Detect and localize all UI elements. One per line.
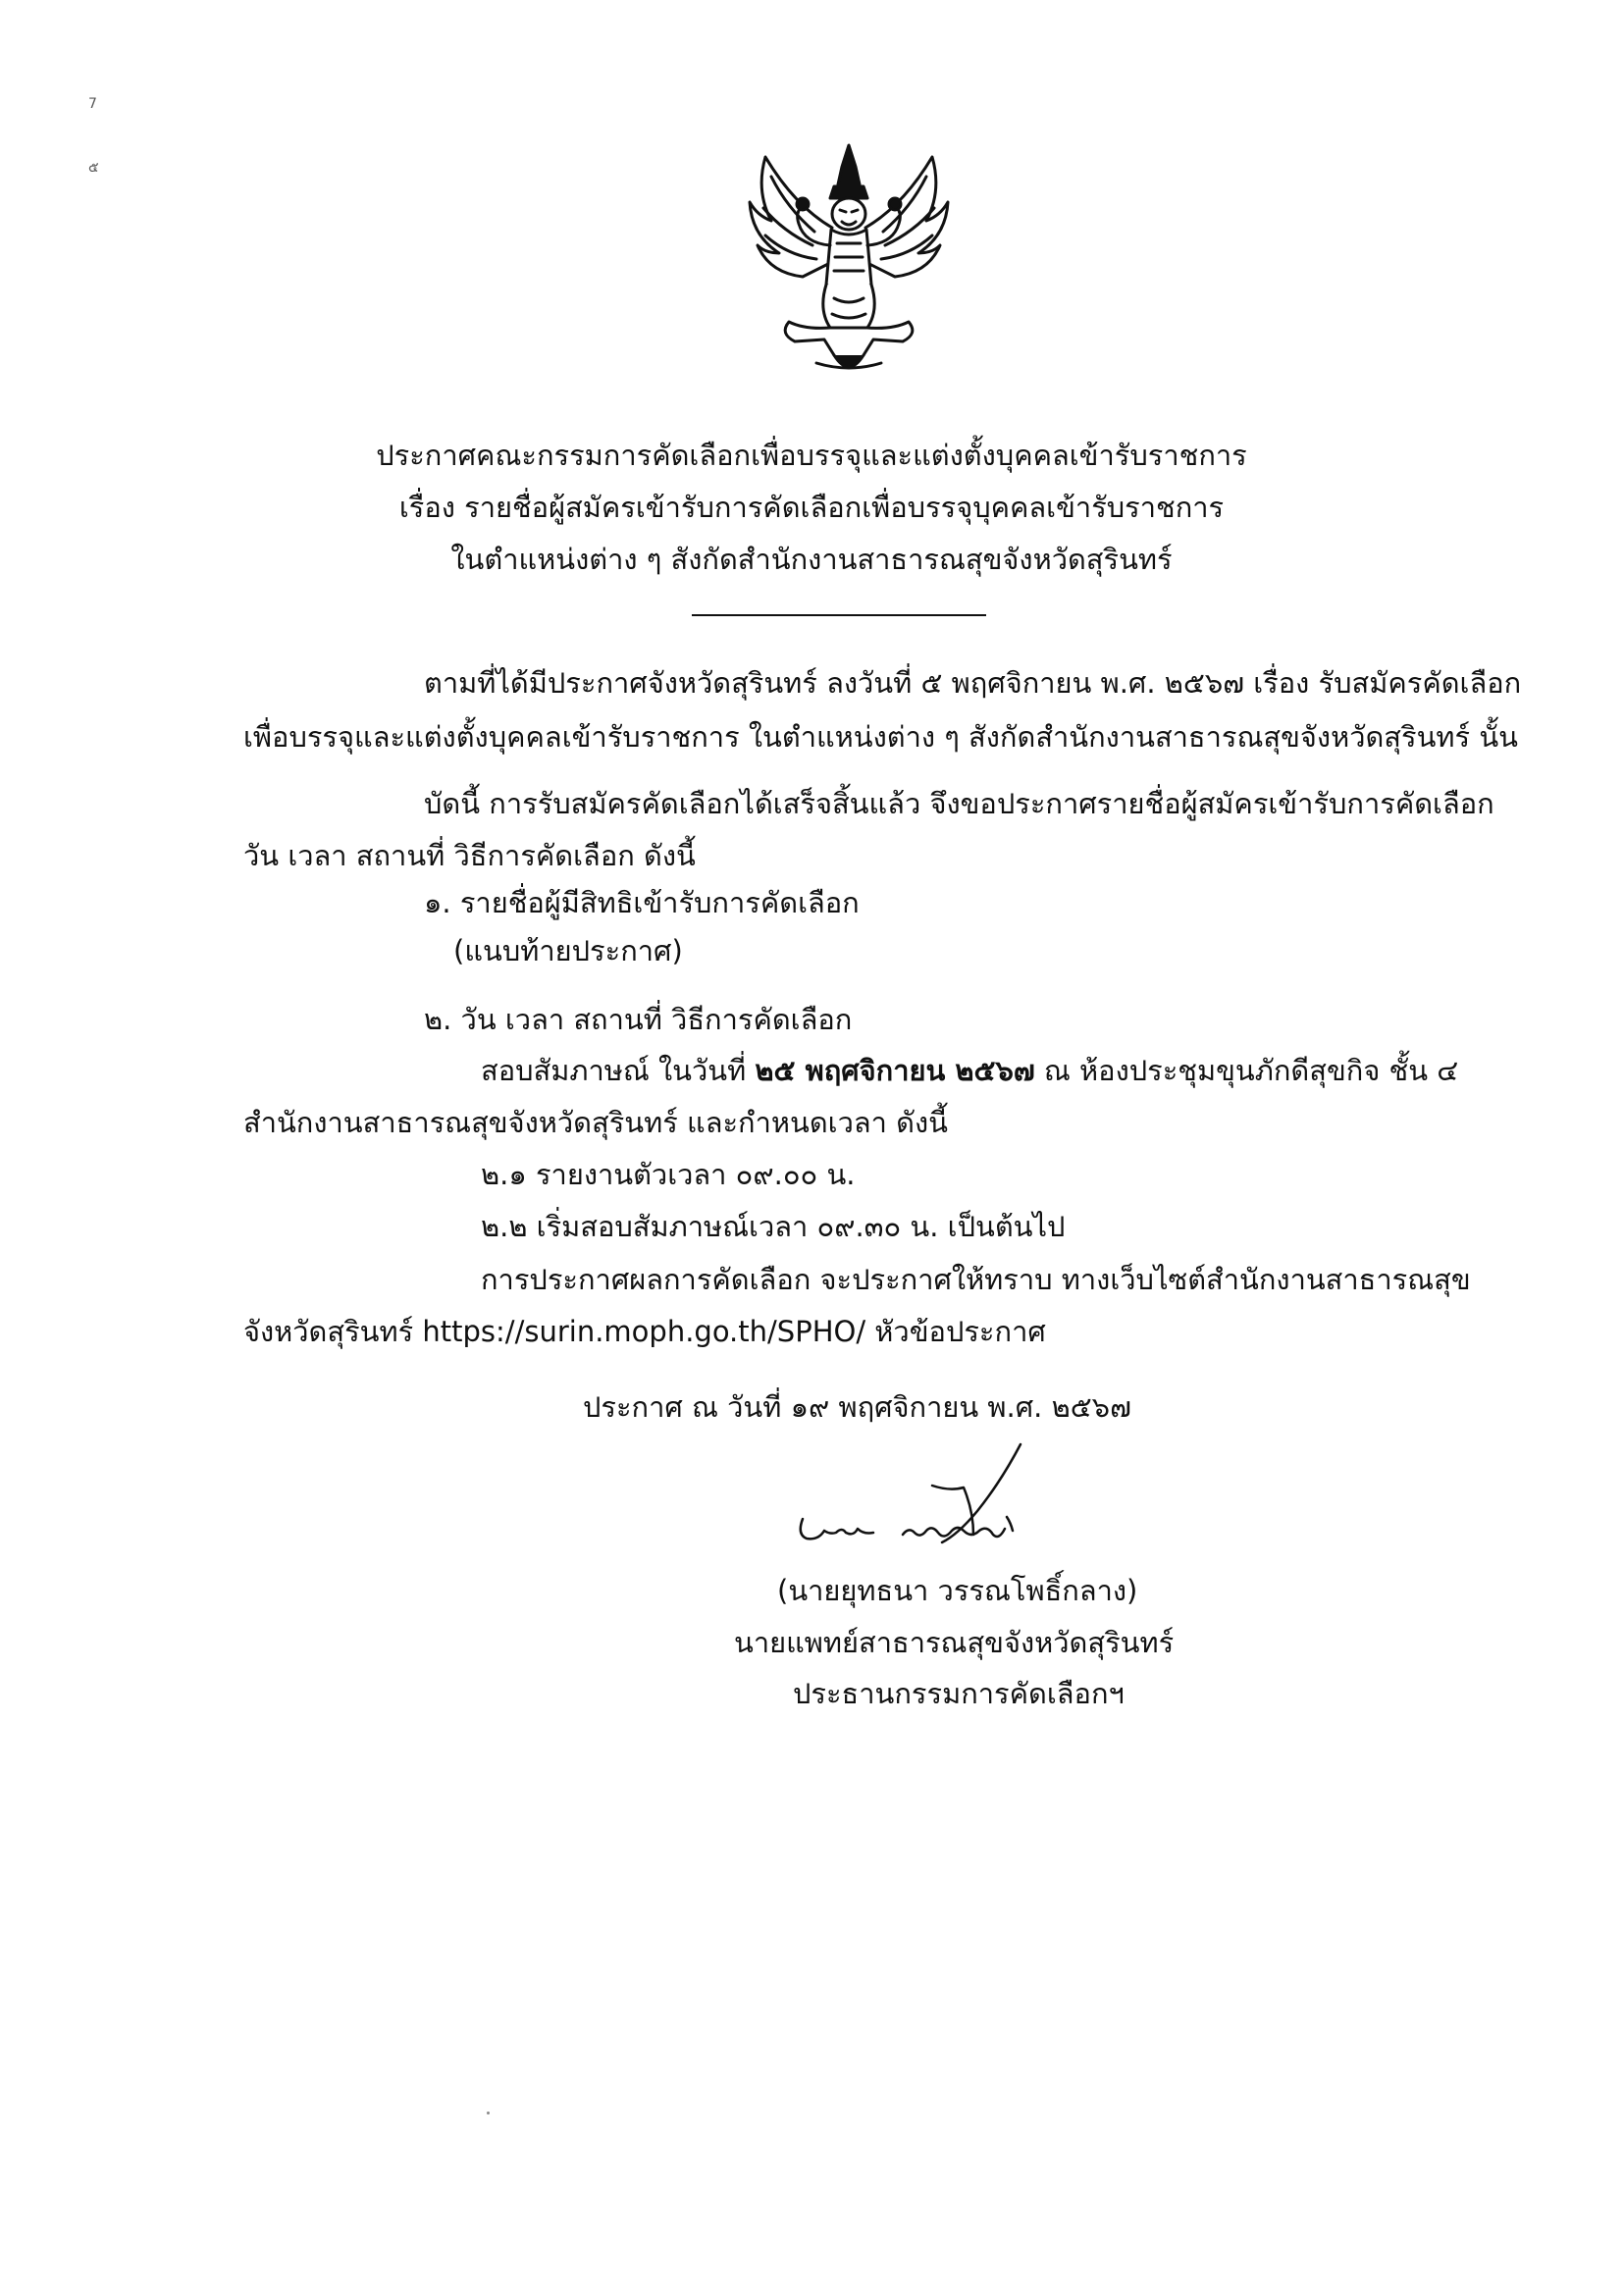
signer-position: นายแพทย์สาธารณสุขจังหวัดสุรินทร์ [734,1626,1175,1659]
garuda-emblem-icon [736,137,962,383]
schedule-item: ๒.๒ เริ่มสอบสัมภาษณ์เวลา ๐๙.๓๐ น. เป็นต้นไป [481,1210,1066,1243]
announcement-heading: ประกาศคณะกรรมการคัดเลือกเพื่อบรรจุและแต่งตั้งบุคคลเข้ารับราชการ [376,439,1247,472]
signer-name: (นายยุทธนา วรรณโพธิ์กลาง) [777,1574,1138,1607]
body-paragraph-line: สำนักงานสาธารณสุขจังหวัดสุรินทร์ และกำหนดเวลา ดังนี้ [243,1106,948,1139]
title-divider [692,614,986,616]
list-item-title: ๒. วัน เวลา สถานที่ วิธีการคัดเลือก [424,1003,853,1036]
result-announcement-line: จังหวัดสุรินทร์ https://surin.moph.go.th/SPHO/ หัวข้อประกาศ [243,1315,1046,1348]
announcement-subject: เรื่อง รายชื่อผู้สมัครเข้ารับการคัดเลือกเพื่อบรรจุบุคคลเข้ารับราชการ [398,491,1225,524]
interview-date: ๒๕ พฤศจิกายน ๒๕๖๗ [755,1054,1035,1087]
body-paragraph-line: บัดนี้ การรับสมัครคัดเลือกได้เสร็จสิ้นแล้ว จึงขอประกาศรายชื่อผู้สมัครเข้ารับการคัดเลือก [424,787,1494,820]
margin-mark: ๕ [88,160,99,176]
list-item-note: (แนบท้ายประกาศ) [453,934,683,967]
announce-date: ประกาศ ณ วันที่ ๑๙ พฤศจิกายน พ.ศ. ๒๕๖๗ [583,1390,1131,1424]
list-item-title: ๑. รายชื่อผู้มีสิทธิเข้ารับการคัดเลือก [424,886,860,919]
body-paragraph-line: ตามที่ได้มีประกาศจังหวัดสุรินทร์ ลงวันที่ ๕ พฤศจิกายน พ.ศ. ๒๕๖๗ เรื่อง รับสมัครคัดเลือก [424,666,1522,700]
interview-venue: ณ ห้องประชุมขุนภักดีสุขกิจ ชั้น ๔ [1034,1054,1459,1087]
schedule-item: ๒.๑ รายงานตัวเวลา ๐๙.๐๐ น. [481,1158,856,1191]
handwritten-signature [785,1433,1178,1580]
body-paragraph-line: วัน เวลา สถานที่ วิธีการคัดเลือก ดังนี้ [243,839,696,872]
signer-role: ประธานกรรมการคัดเลือกฯ [793,1677,1125,1710]
interview-date-line [481,1054,1459,1087]
margin-mark: 7 [88,96,97,112]
interview-text: สอบสัมภาษณ์ ในวันที่ [481,1054,756,1087]
result-announcement-line: การประกาศผลการคัดเลือก จะประกาศให้ทราบ ทางเว็บไซต์สำนักงานสาธารณสุข [481,1263,1471,1296]
announcement-scope: ในตำแหน่งต่าง ๆ สังกัดสำนักงานสาธารณสุขจังหวัดสุรินทร์ [450,543,1173,576]
body-paragraph-line: เพื่อบรรจุและแต่งตั้งบุคคลเข้ารับราชการ ในตำแหน่งต่าง ๆ สังกัดสำนักงานสาธารณสุขจังหวัดสุรินทร์ นั้น [243,720,1518,754]
scan-speck [487,2112,490,2114]
